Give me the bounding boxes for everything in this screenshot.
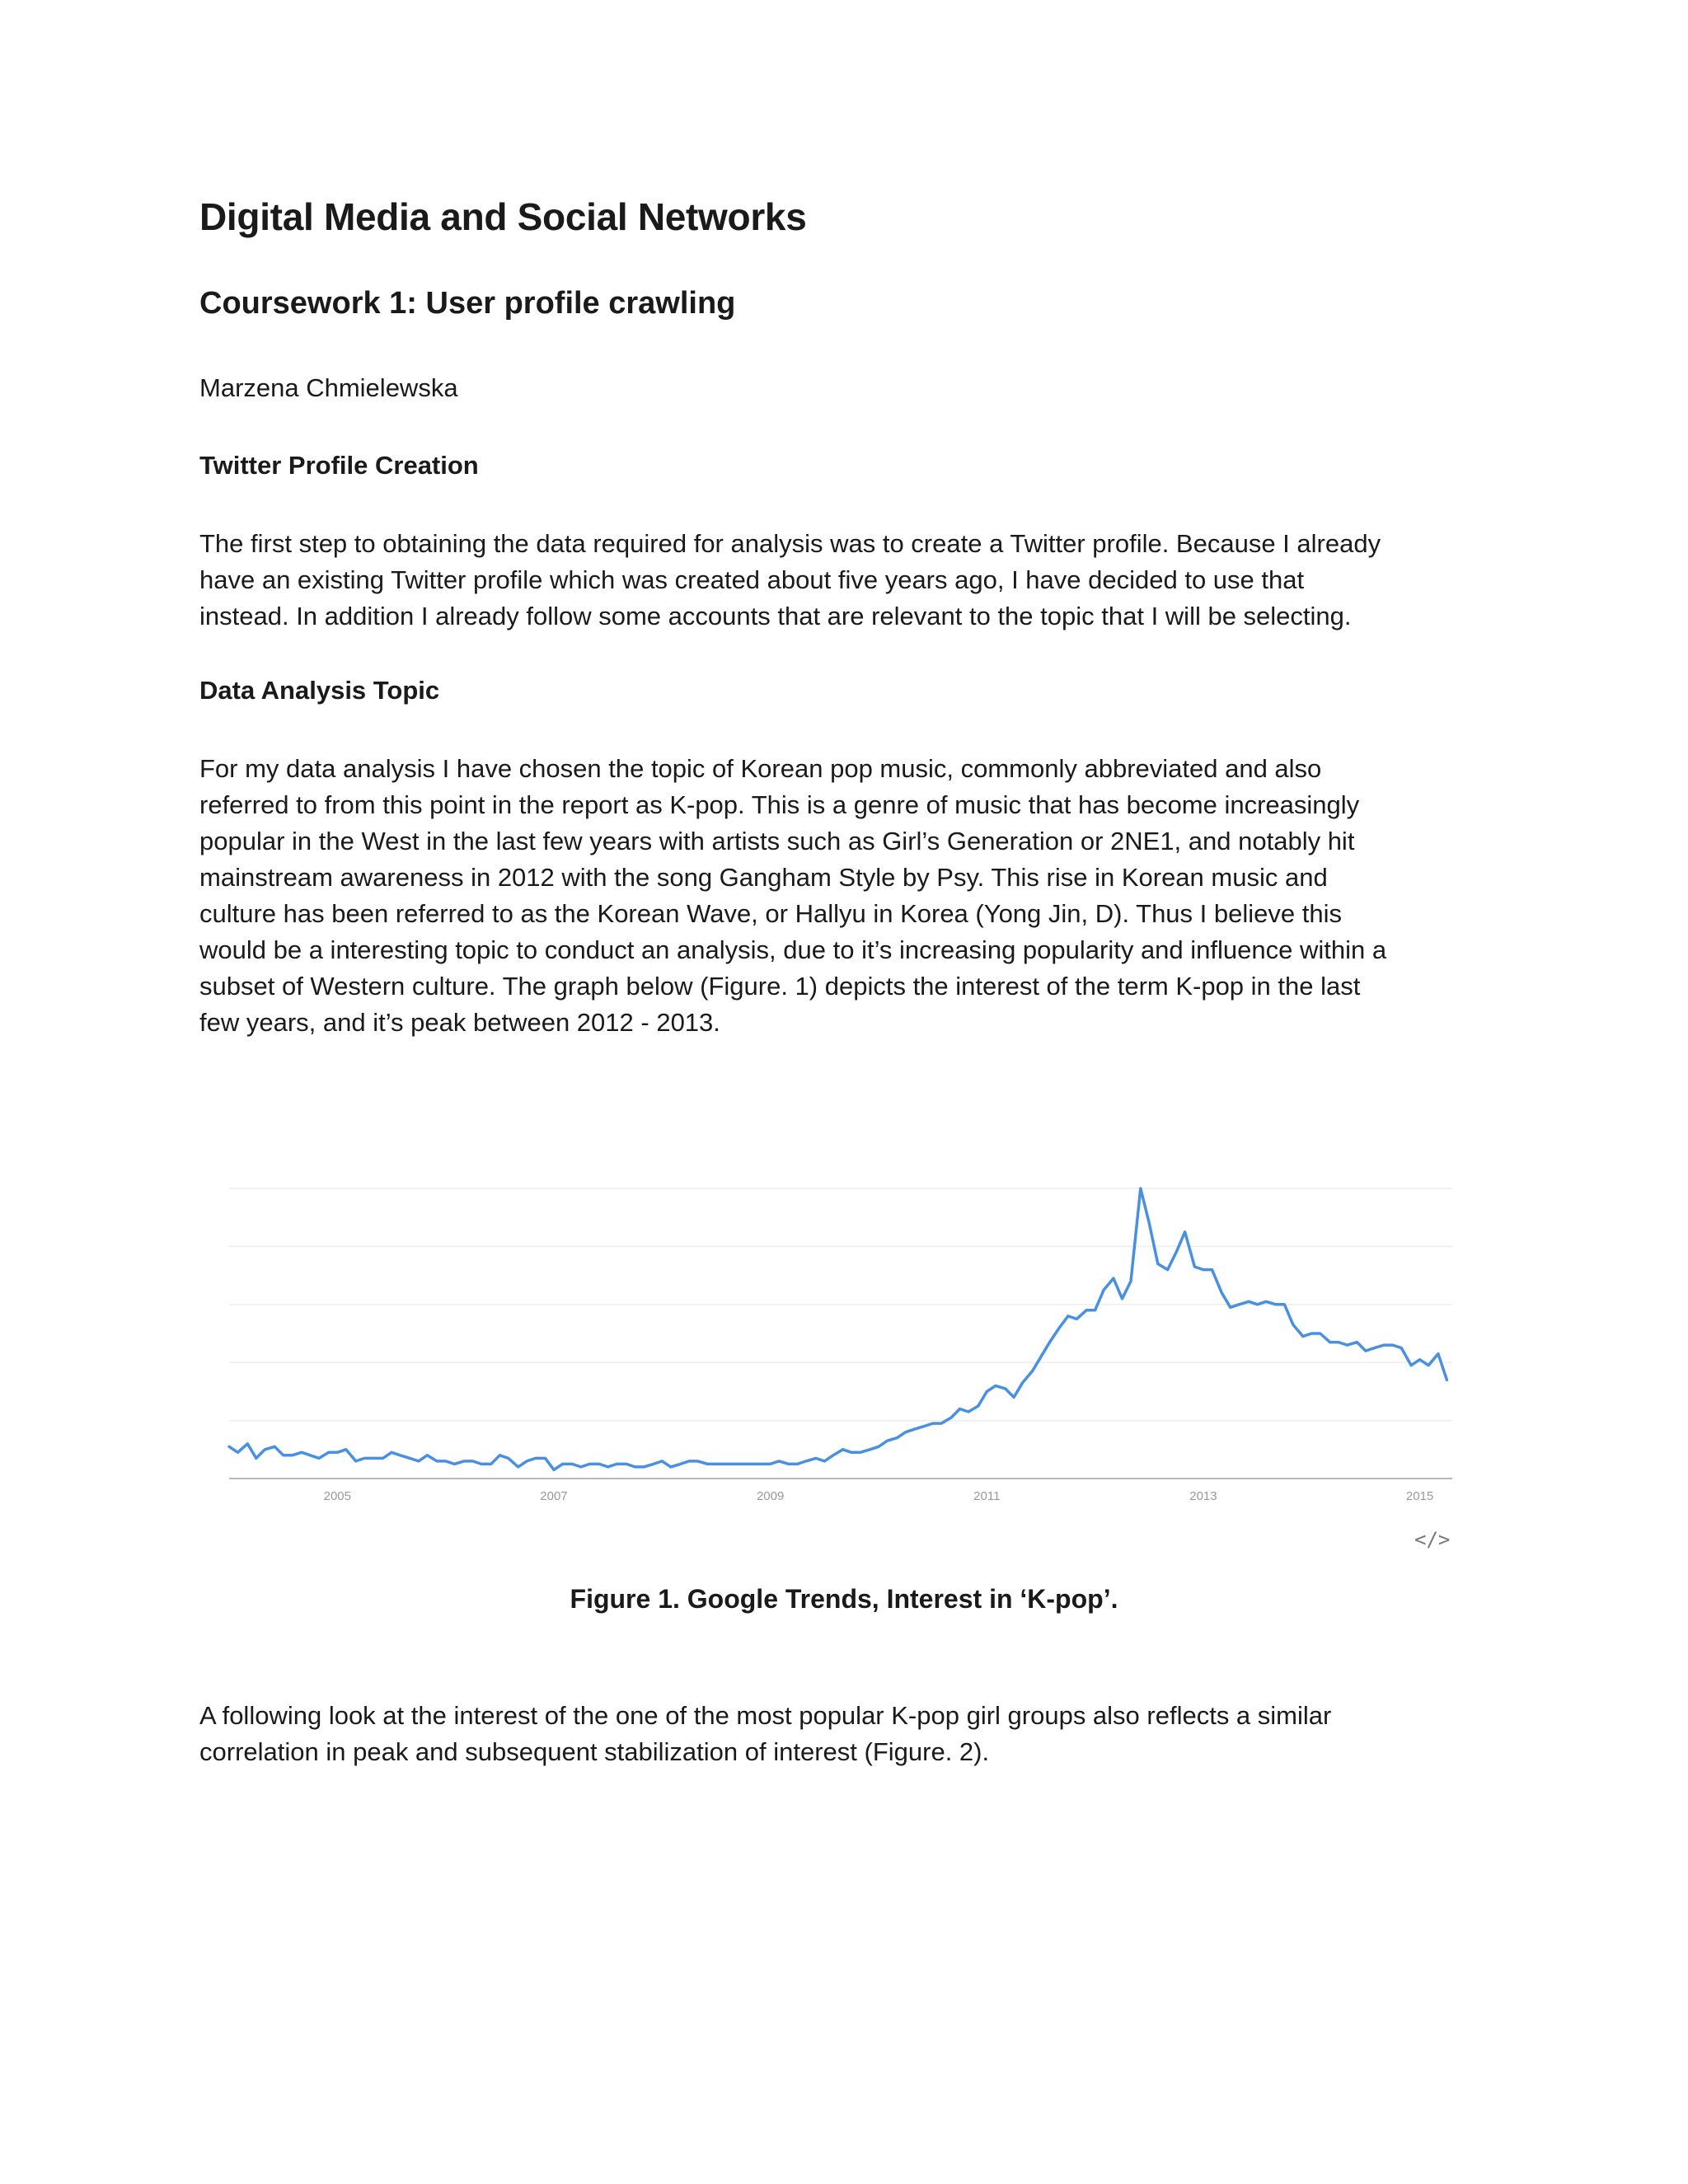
paragraph-line: A following look at the interest of the one of the most popular K-pop girl groups also reflects a similar [199, 1701, 1332, 1730]
paragraph-line: For my data analysis I have chosen the topic of Korean pop music, commonly abbreviated and also [199, 754, 1322, 783]
paragraph-line: popular in the West in the last few years with artists such as Girl’s Generation or 2NE1, and notably hit [199, 827, 1355, 855]
x-tick-label: 2005 [323, 1489, 352, 1503]
paragraph-line: have an existing Twitter profile which was created about five years ago, I have decided to use that [199, 565, 1305, 594]
paragraph-data-analysis [199, 751, 1485, 1041]
paragraph-line: The first step to obtaining the data required for analysis was to create a Twitter profile. Because I already [199, 529, 1381, 558]
author-name: Marzena Chmielewska [199, 373, 458, 402]
figure-caption: Figure 1. Google Trends, Interest in ‘K-pop’. [570, 1584, 1118, 1614]
paragraph-line: instead. In addition I already follow some accounts that are relevant to the topic that I will be selecting. [199, 602, 1352, 630]
google-trends-chart [214, 1170, 1467, 1516]
paragraph-closing [199, 1698, 1485, 1770]
paragraph-line: culture has been referred to as the Korean Wave, or Hallyu in Korea (Yong Jin, D). Thus I believe this [199, 899, 1342, 928]
paragraph-twitter-profile [199, 526, 1485, 635]
x-tick-label: 2013 [1189, 1489, 1217, 1503]
paragraph-line: subset of Western culture. The graph below (Figure. 1) depicts the interest of the term K-pop in the last [199, 972, 1361, 1001]
x-tick-label: 2011 [973, 1489, 1001, 1503]
paragraph-line: correlation in peak and subsequent stabilization of interest (Figure. 2). [199, 1737, 990, 1766]
section-heading-data-analysis: Data Analysis Topic [199, 676, 440, 705]
section-heading-twitter-profile: Twitter Profile Creation [199, 451, 479, 480]
x-tick-label: 2007 [540, 1489, 568, 1503]
paragraph-line: referred to from this point in the report as K-pop. This is a genre of music that has become increasingly [199, 790, 1360, 819]
x-tick-label: 2015 [1405, 1489, 1434, 1503]
paragraph-line: mainstream awareness in 2012 with the song Gangham Style by Psy. This rise in Korean music and [199, 863, 1328, 892]
document-subtitle: Coursework 1: User profile crawling [199, 286, 736, 321]
document-title: Digital Media and Social Networks [199, 195, 807, 238]
x-tick-label: 2009 [756, 1489, 785, 1503]
paragraph-line: few years, and it’s peak between 2012 - 2013. [199, 1008, 720, 1037]
series-line-kpop-interest [229, 1188, 1447, 1469]
paragraph-line: would be a interesting topic to conduct an analysis, due to it’s increasing popularity and influence within a [199, 935, 1387, 964]
code-embed-icon[interactable]: </> [1414, 1528, 1451, 1551]
